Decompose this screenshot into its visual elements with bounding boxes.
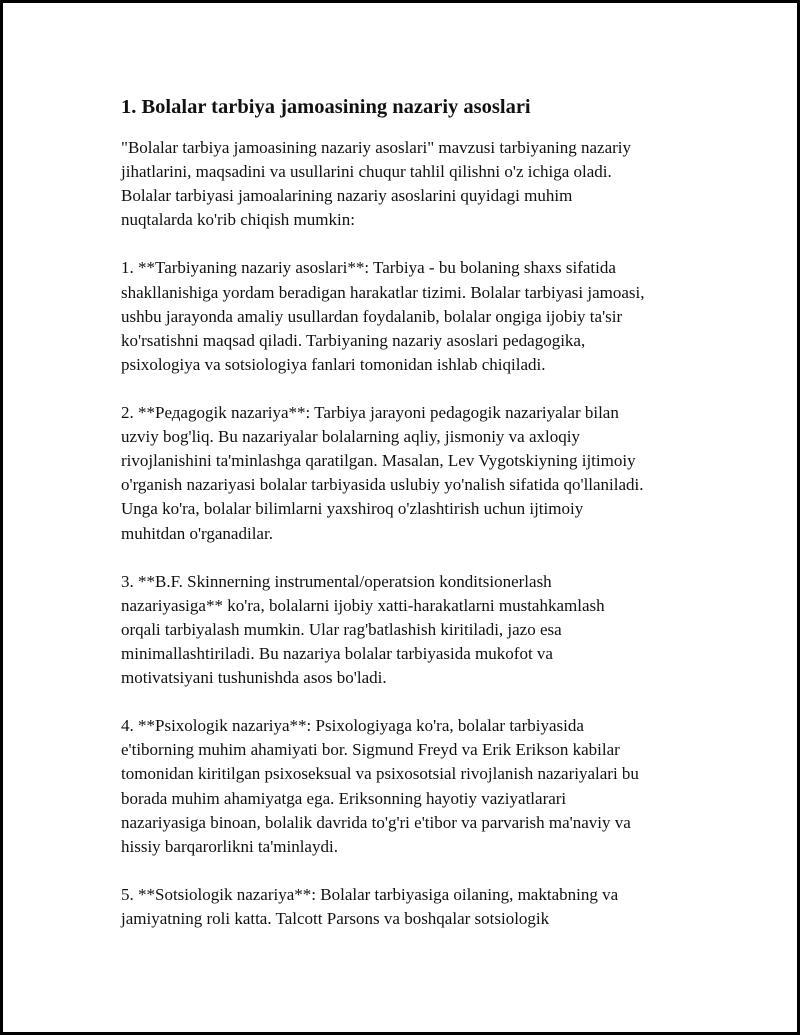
text-line: shakllanishiga yordam beradigan harakatlar tizimi. Bolalar tarbiyasi jamoasi, (121, 282, 645, 302)
text-line: 5. **Sotsiologik nazariya**: Bolalar tarbiyasiga oilaning, maktabning va (121, 884, 619, 904)
text-line: hissiy barqarorlikni ta'minlaydi. (121, 836, 338, 856)
text-line: 2. **Pедagogik nazariya**: Tarbiya jarayoni pedagogik nazariyalar bilan (121, 403, 619, 423)
text-line: orqali tarbiyalash mumkin. Ular rag'batlashish kiritiladi, jazo esa (121, 619, 562, 639)
text-line: 1. **Tarbiyaning nazariy asoslari**: Tarbiya - bu bolaning shaxs sifatida (121, 258, 616, 278)
text-line: nazariyasiga binoan, bolalik davrida to'g'ri e'tibor va parvarish ma'naviy va (121, 812, 631, 832)
text-line: uzviy bog'liq. Bu nazariyalar bolalarning aqliy, jismoniy va axloqiy (121, 427, 580, 447)
paragraph-3 (121, 570, 711, 690)
text-line: jihatlarini, maqsadini va usullarini chuqur tahlil qilishni o'z ichiga oladi. (121, 162, 612, 182)
text-line: 4. **Psixologik nazariya**: Psixologiyaga ko'ra, bolalar tarbiyasida (121, 716, 584, 736)
text-line: rivojlanishini ta'minlashga qaratilgan. Masalan, Lev Vygotskiyning ijtimoiy (121, 451, 636, 471)
text-line: Bolalar tarbiyasi jamoalarining nazariy asoslarini quyidagi muhim (121, 186, 573, 206)
text-line: muhitdan o'rganadilar. (121, 523, 273, 543)
text-line: o'rganish nazariyasi bolalar tarbiyasida uslubiy yo'nalish sifatida qo'llaniladi. (121, 475, 644, 495)
text-line: jamiyatning roli katta. Talcott Parsons va boshqalar sotsiologik (121, 909, 550, 928)
text-line: ko'rsatishni maqsad qiladi. Tarbiyaning nazariy asoslari pedagogika, (121, 330, 586, 350)
text-line: motivatsiyani tushunishda asos bo'ladi. (121, 668, 387, 688)
text-line: ushbu jarayonda amaliy usullardan foydalanib, bolalar ongiga ijobiy ta'sir (121, 306, 623, 326)
document-body (121, 91, 711, 955)
text-line: minimallashtiriladi. Bu nazariya bolalar tarbiyasida mukofot va (121, 643, 553, 663)
text-line: 3. **B.F. Skinnerning instrumental/operatsion konditsionerlash (121, 571, 552, 591)
paragraph-1 (121, 256, 711, 376)
text-line: psixologiya va sotsiologiya fanlari tomonidan ishlab chiqiladi. (121, 354, 546, 374)
text-line: nuqtalarda ko'rib chiqish mumkin: (121, 210, 355, 230)
text-line: tomonidan kiritilgan psixoseksual va psixosotsial rivojlanish nazariyalari bu (121, 764, 639, 784)
paragraph-2 (121, 401, 711, 546)
paragraph-intro (121, 136, 711, 232)
text-line: e'tiborning muhim ahamiyati bor. Sigmund Freyd va Erik Erikson kabilar (121, 740, 620, 760)
paragraph-5 (121, 883, 711, 931)
document-title: 1. Bolalar tarbiya jamoasining nazariy asoslari (121, 96, 531, 118)
text-line: nazariyasiga** ko'ra, bolalarni ijobiy xatti-harakatlarni mustahkamlash (121, 595, 605, 615)
paragraph-4 (121, 714, 711, 859)
text-line: Unga ko'ra, bolalar bilimlarni yaxshiroq o'zlashtirish uchun ijtimoiy (121, 499, 584, 519)
text-line: borada muhim ahamiyatga ega. Eriksonning hayotiy vaziyatlarari (121, 788, 567, 808)
text-line: "Bolalar tarbiya jamoasining nazariy asoslari" mavzusi tarbiyaning nazariy (121, 138, 632, 157)
